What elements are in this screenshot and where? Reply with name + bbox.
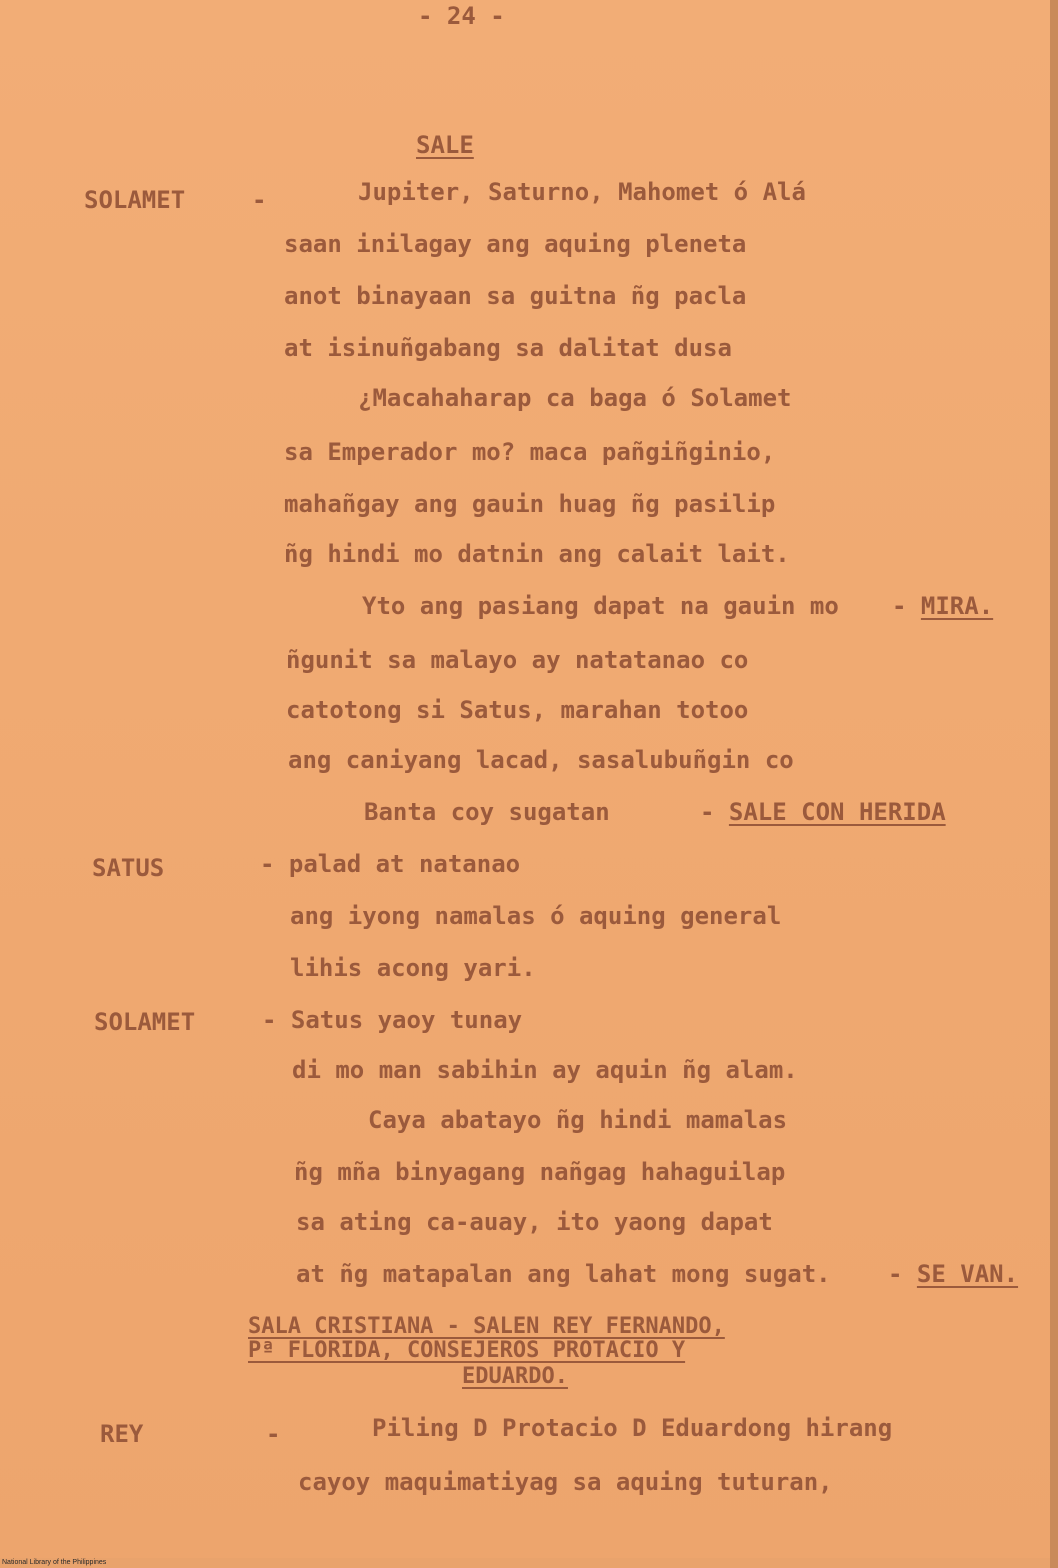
verse-line: Banta coy sugatan xyxy=(364,798,610,826)
archive-footer: National Library of the Philippines xyxy=(2,1559,107,1566)
scene-heading: SALE xyxy=(416,131,474,159)
speaker-name: SOLAMET xyxy=(84,186,186,214)
verse-line: ang caniyang lacad, sasalubuñgin co xyxy=(288,746,794,774)
verse-line: anot binayaan sa guitna ñg pacla xyxy=(284,282,747,310)
verse-line: cayoy maquimatiyag sa aquing tuturan, xyxy=(298,1468,833,1496)
verse-line: lihis acong yari. xyxy=(290,954,536,982)
verse-line: Caya abatayo ñg hindi mamalas xyxy=(368,1106,788,1134)
stage-direction: - SALE CON HERIDA xyxy=(700,798,946,826)
verse-line: Yto ang pasiang dapat na gauin mo xyxy=(362,592,839,620)
verse-line: ñg mña binyagang nañgag hahaguilap xyxy=(294,1158,786,1186)
verse-line: di mo man sabihin ay aquin ñg alam. xyxy=(292,1056,798,1084)
speaker-name: SOLAMET xyxy=(94,1008,196,1036)
verse-line: Piling D Protacio D Eduardong hirang xyxy=(372,1414,893,1442)
verse-line: - Satus yaoy tunay xyxy=(262,1006,523,1034)
verse-line: sa ating ca-auay, ito yaong dapat xyxy=(296,1208,773,1236)
verse-line: saan inilagay ang aquing pleneta xyxy=(284,230,747,258)
stage-direction: Pª FLORIDA, CONSEJEROS PROTACIO Y xyxy=(248,1338,686,1363)
verse-line: at ñg matapalan ang lahat mong sugat. xyxy=(296,1260,831,1288)
speaker-dash: - xyxy=(252,186,267,214)
speaker-dash: - xyxy=(266,1420,281,1448)
verse-line: at isinuñgabang sa dalitat dusa xyxy=(284,334,732,362)
verse-line: mahañgay ang gauin huag ñg pasilip xyxy=(284,490,776,518)
page-edge xyxy=(1050,0,1058,1568)
speaker-name: REY xyxy=(100,1420,144,1448)
verse-line: ang iyong namalas ó aquing general xyxy=(290,902,782,930)
verse-line: ¿Macahaharap ca baga ó Solamet xyxy=(358,384,792,412)
page-number: - 24 - xyxy=(418,2,505,30)
speaker-name: SATUS xyxy=(92,854,165,882)
stage-direction: - MIRA. xyxy=(892,592,994,620)
verse-line: catotong si Satus, marahan totoo xyxy=(286,696,749,724)
stage-direction: - SE VAN. xyxy=(888,1260,1019,1288)
verse-line: ñg hindi mo datnin ang calait lait. xyxy=(284,540,790,568)
verse-line: Jupiter, Saturno, Mahomet ó Alá xyxy=(358,178,806,206)
verse-line: ñgunit sa malayo ay natatanao co xyxy=(286,646,749,674)
verse-line: - palad at natanao xyxy=(260,850,521,878)
stage-direction: SALA CRISTIANA - SALEN REY FERNANDO, xyxy=(248,1314,725,1339)
verse-line: sa Emperador mo? maca pañgiñginio, xyxy=(284,438,776,466)
stage-direction: EDUARDO. xyxy=(462,1364,568,1389)
